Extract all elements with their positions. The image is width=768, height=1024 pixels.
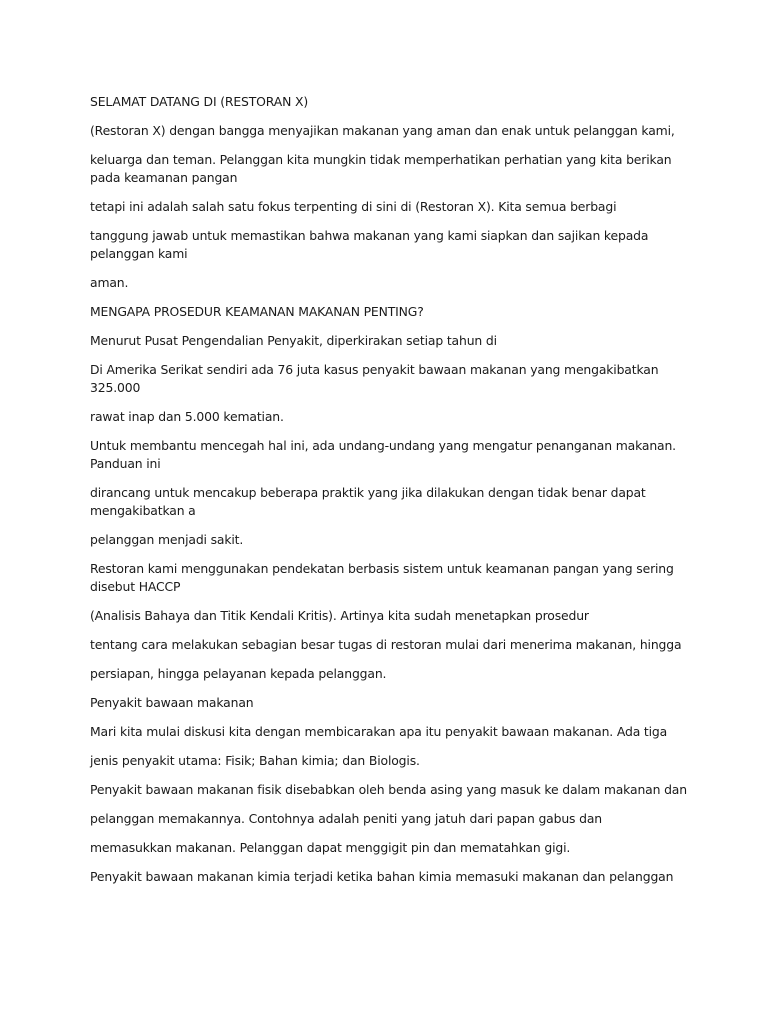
paragraph: Mari kita mulai diskusi kita dengan membicarakan apa itu penyakit bawaan makanan. Ada tiga	[90, 724, 668, 739]
paragraph: Restoran kami menggunakan pendekatan berbasis sistem untuk keamanan pangan yang sering disebut HACCP	[90, 561, 674, 594]
document-heading: SELAMAT DATANG DI (RESTORAN X)	[90, 94, 309, 109]
paragraph: tentang cara melakukan sebagian besar tugas di restoran mulai dari menerima makanan, hingga	[90, 637, 682, 652]
section-heading: MENGAPA PROSEDUR KEAMANAN MAKANAN PENTING?	[90, 304, 424, 319]
section-heading: Penyakit bawaan makanan	[90, 695, 254, 710]
paragraph: dirancang untuk mencakup beberapa praktik yang jika dilakukan dengan tidak benar dapat mengakibatkan a	[90, 485, 646, 518]
paragraph: pelanggan memakannya. Contohnya adalah peniti yang jatuh dari papan gabus dan	[90, 811, 602, 826]
paragraph: Penyakit bawaan makanan fisik disebabkan oleh benda asing yang masuk ke dalam makanan dan	[90, 782, 687, 797]
paragraph: (Restoran X) dengan bangga menyajikan makanan yang aman dan enak untuk pelanggan kami,	[90, 123, 675, 138]
paragraph: Untuk membantu mencegah hal ini, ada undang-undang yang mengatur penanganan makanan. Panduan ini	[90, 438, 676, 471]
paragraph: (Analisis Bahaya dan Titik Kendali Kritis). Artinya kita sudah menetapkan prosedur	[90, 608, 589, 623]
paragraph: Menurut Pusat Pengendalian Penyakit, diperkirakan setiap tahun di	[90, 333, 497, 348]
paragraph: rawat inap dan 5.000 kematian.	[90, 409, 284, 424]
paragraph: persiapan, hingga pelayanan kepada pelanggan.	[90, 666, 387, 681]
paragraph: Penyakit bawaan makanan kimia terjadi ketika bahan kimia memasuki makanan dan pelanggan	[90, 869, 674, 884]
paragraph: pelanggan menjadi sakit.	[90, 532, 244, 547]
document-body	[90, 93, 690, 897]
paragraph: tetapi ini adalah salah satu fokus terpenting di sini di (Restoran X). Kita semua berbagi	[90, 199, 617, 214]
paragraph: keluarga dan teman. Pelanggan kita mungkin tidak memperhatikan perhatian yang kita berikan pada keamanan pangan	[90, 152, 672, 185]
paragraph: tanggung jawab untuk memastikan bahwa makanan yang kami siapkan dan sajikan kepada pelanggan kami	[90, 228, 649, 261]
paragraph: aman.	[90, 275, 129, 290]
paragraph: jenis penyakit utama: Fisik; Bahan kimia; dan Biologis.	[90, 753, 420, 768]
paragraph: Di Amerika Serikat sendiri ada 76 juta kasus penyakit bawaan makanan yang mengakibatkan 325.000	[90, 362, 659, 395]
paragraph: memasukkan makanan. Pelanggan dapat menggigit pin dan mematahkan gigi.	[90, 840, 571, 855]
